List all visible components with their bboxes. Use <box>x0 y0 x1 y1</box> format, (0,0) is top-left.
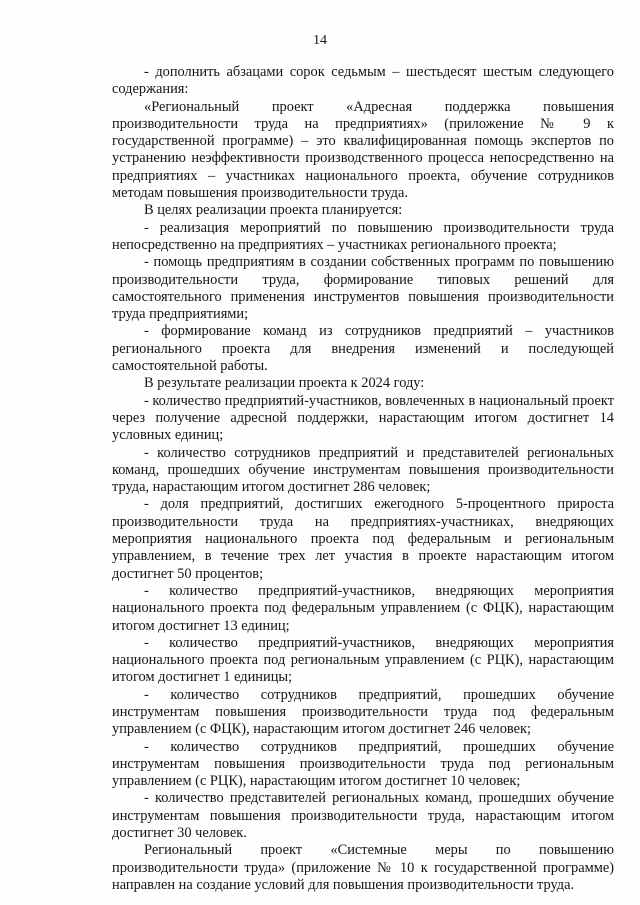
paragraph-project-10-description: Региональный проект «Системные меры по повышению производительности труда» (приложение № 10 к государственной программе) направлен на создание условий для повышения производительности труда. <box>112 842 614 893</box>
list-item-result-4: - количество предприятий-участников, внедряющих мероприятия национального проекта под федеральным управлением (с ФЦК), нарастающим итогом достигнет 13 единиц; <box>112 582 614 634</box>
list-item-planned-2: - помощь предприятиям в создании собственных программ по повышению производительности труда, формирование типовых решений для самостоятельного применения инструментов повышения производительности труда предприятиями; <box>112 254 614 323</box>
paragraph-results-heading: В результате реализации проекта к 2024 году: <box>144 375 425 392</box>
page-number: 14 <box>313 33 327 48</box>
paragraph-amendment-intro: - дополнить абзацами сорок седьмым – шестьдесят шестым следующего содержания: <box>112 64 614 98</box>
list-item-result-2: - количество сотрудников предприятий и представителей региональных команд, прошедших обучение инструментам повышения производительности труда, нарастающим итогом достигнет 286 человек; <box>112 444 614 496</box>
document-body <box>112 64 614 894</box>
list-item-planned-3: - формирование команд из сотрудников предприятий – участников регионального проекта для внедрения изменений и последующей самостоятельной работы. <box>112 323 614 375</box>
paragraph-planned-heading: В целях реализации проекта планируется: <box>144 202 403 219</box>
paragraph-project-9-description: «Региональный проект «Адресная поддержка повышения производительности труда на предприятиях» (приложение № 9 к государственной программе) – это квалифицированная помощь экспертов по устранению неэффективности производственного процесса непосредственно на предприятиях – участниках национального проекта, обучение сотрудников методам повышения производительности труда. <box>112 98 614 202</box>
list-item-result-3: - доля предприятий, достигших ежегодного 5-процентного прироста производительности труда на предприятиях-участниках, внедряющих мероприятия национального проекта под федеральным и региональным управлением, в течение трех лет участия в проекте нарастающим итогом достигнет 50 процентов; <box>112 496 614 582</box>
list-item-result-7: - количество сотрудников предприятий, прошедших обучение инструментам повышения производительности труда под региональным управлением (с РЦК), нарастающим итогом достигнет 10 человек; <box>112 738 614 790</box>
list-item-result-1: - количество предприятий-участников, вовлеченных в национальный проект через получение адресной поддержки, нарастающим итогом достигнет 14 условных единиц; <box>112 392 614 444</box>
list-item-result-5: - количество предприятий-участников, внедряющих мероприятия национального проекта под региональным управлением (с РЦК), нарастающим итогом достигнет 1 единицы; <box>112 634 614 686</box>
list-item-result-6: - количество сотрудников предприятий, прошедших обучение инструментам повышения производительности труда под федеральным управлением (с ФЦК), нарастающим итогом достигнет 246 человек; <box>112 686 614 738</box>
list-item-result-8: - количество представителей региональных команд, прошедших обучение инструментам повышения производительности труда, нарастающим итогом достигнет 30 человек. <box>112 790 614 842</box>
list-item-planned-1: - реализация мероприятий по повышению производительности труда непосредственно на предприятиях – участниках регионального проекта; <box>112 219 614 253</box>
